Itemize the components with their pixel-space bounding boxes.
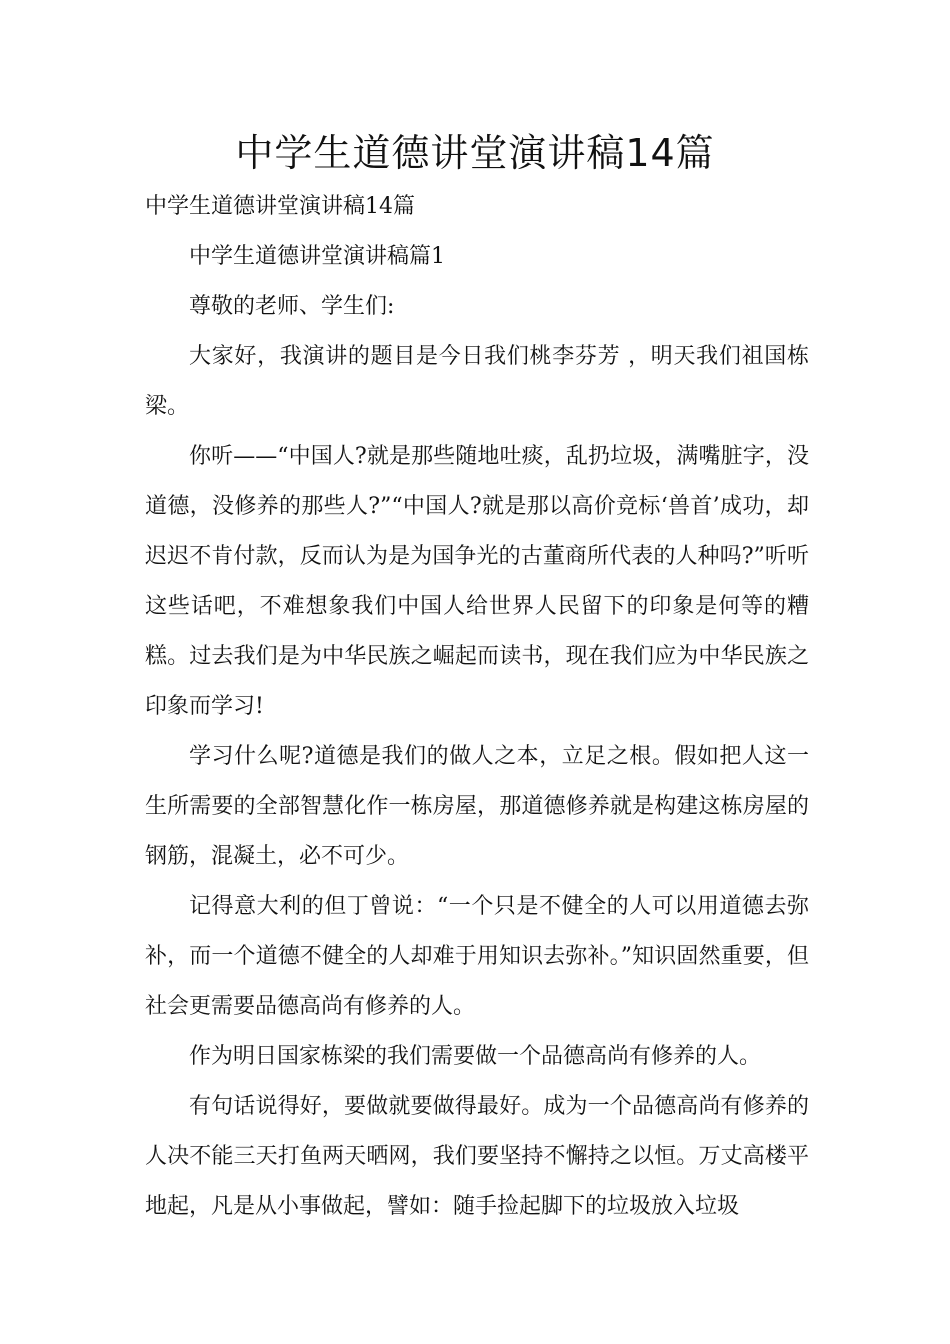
paragraph-body: 有句话说得好，要做就要做得最好。成为一个品德高尚有修养的人决不能三天打鱼两天晒网，我们要坚持不懈持之以恒。万丈高楼平地起，凡是从小事做起，譬如：随手捡起脚下的垃圾放入垃圾 [145, 1094, 809, 1219]
paragraph-body: 作为明日国家栋梁的我们需要做一个品德高尚有修养的人。 [189, 1044, 762, 1069]
paragraph-body: 记得意大利的但丁曾说：“一个只是不健全的人可以用道德去弥补，而一个道德不健全的人却难于用知识去弥补。”知识固然重要，但社会更需要品德高尚有修养的人。 [145, 894, 809, 1019]
document-subtitle: 中学生道德讲堂演讲稿14篇 [145, 194, 415, 219]
document-body [145, 182, 809, 1232]
document-title: 中学生道德讲堂演讲稿14篇 [235, 131, 715, 175]
paragraph-body: 你听——“中国人?就是那些随地吐痰，乱扔垃圾，满嘴脏字，没道德，没修养的那些人?”“中国人?就是那以高价竞标‘兽首’成功，却迟迟不肯付款，反而认为是为国争光的古董商所代表的人种吗?”听听这些话吧，不难想象我们中国人给世界人民留下的印象是何等的糟糕。过去我们是为中华民族之崛起而读书，现在我们应为中华民族之印象而学习! [145, 444, 809, 719]
paragraph-body: 学习什么呢?道德是我们的做人之本，立足之根。假如把人这一生所需要的全部智慧化作一栋房屋，那道德修养就是构建这栋房屋的钢筋，混凝土，必不可少。 [145, 744, 809, 869]
paragraph-section-heading: 中学生道德讲堂演讲稿篇1 [189, 244, 445, 269]
paragraph-greeting: 大家好，我演讲的题目是今日我们桃李芬芳 ，明天我们祖国栋梁。 [145, 344, 809, 419]
paragraph-salutation: 尊敬的老师、学生们: [189, 294, 395, 319]
